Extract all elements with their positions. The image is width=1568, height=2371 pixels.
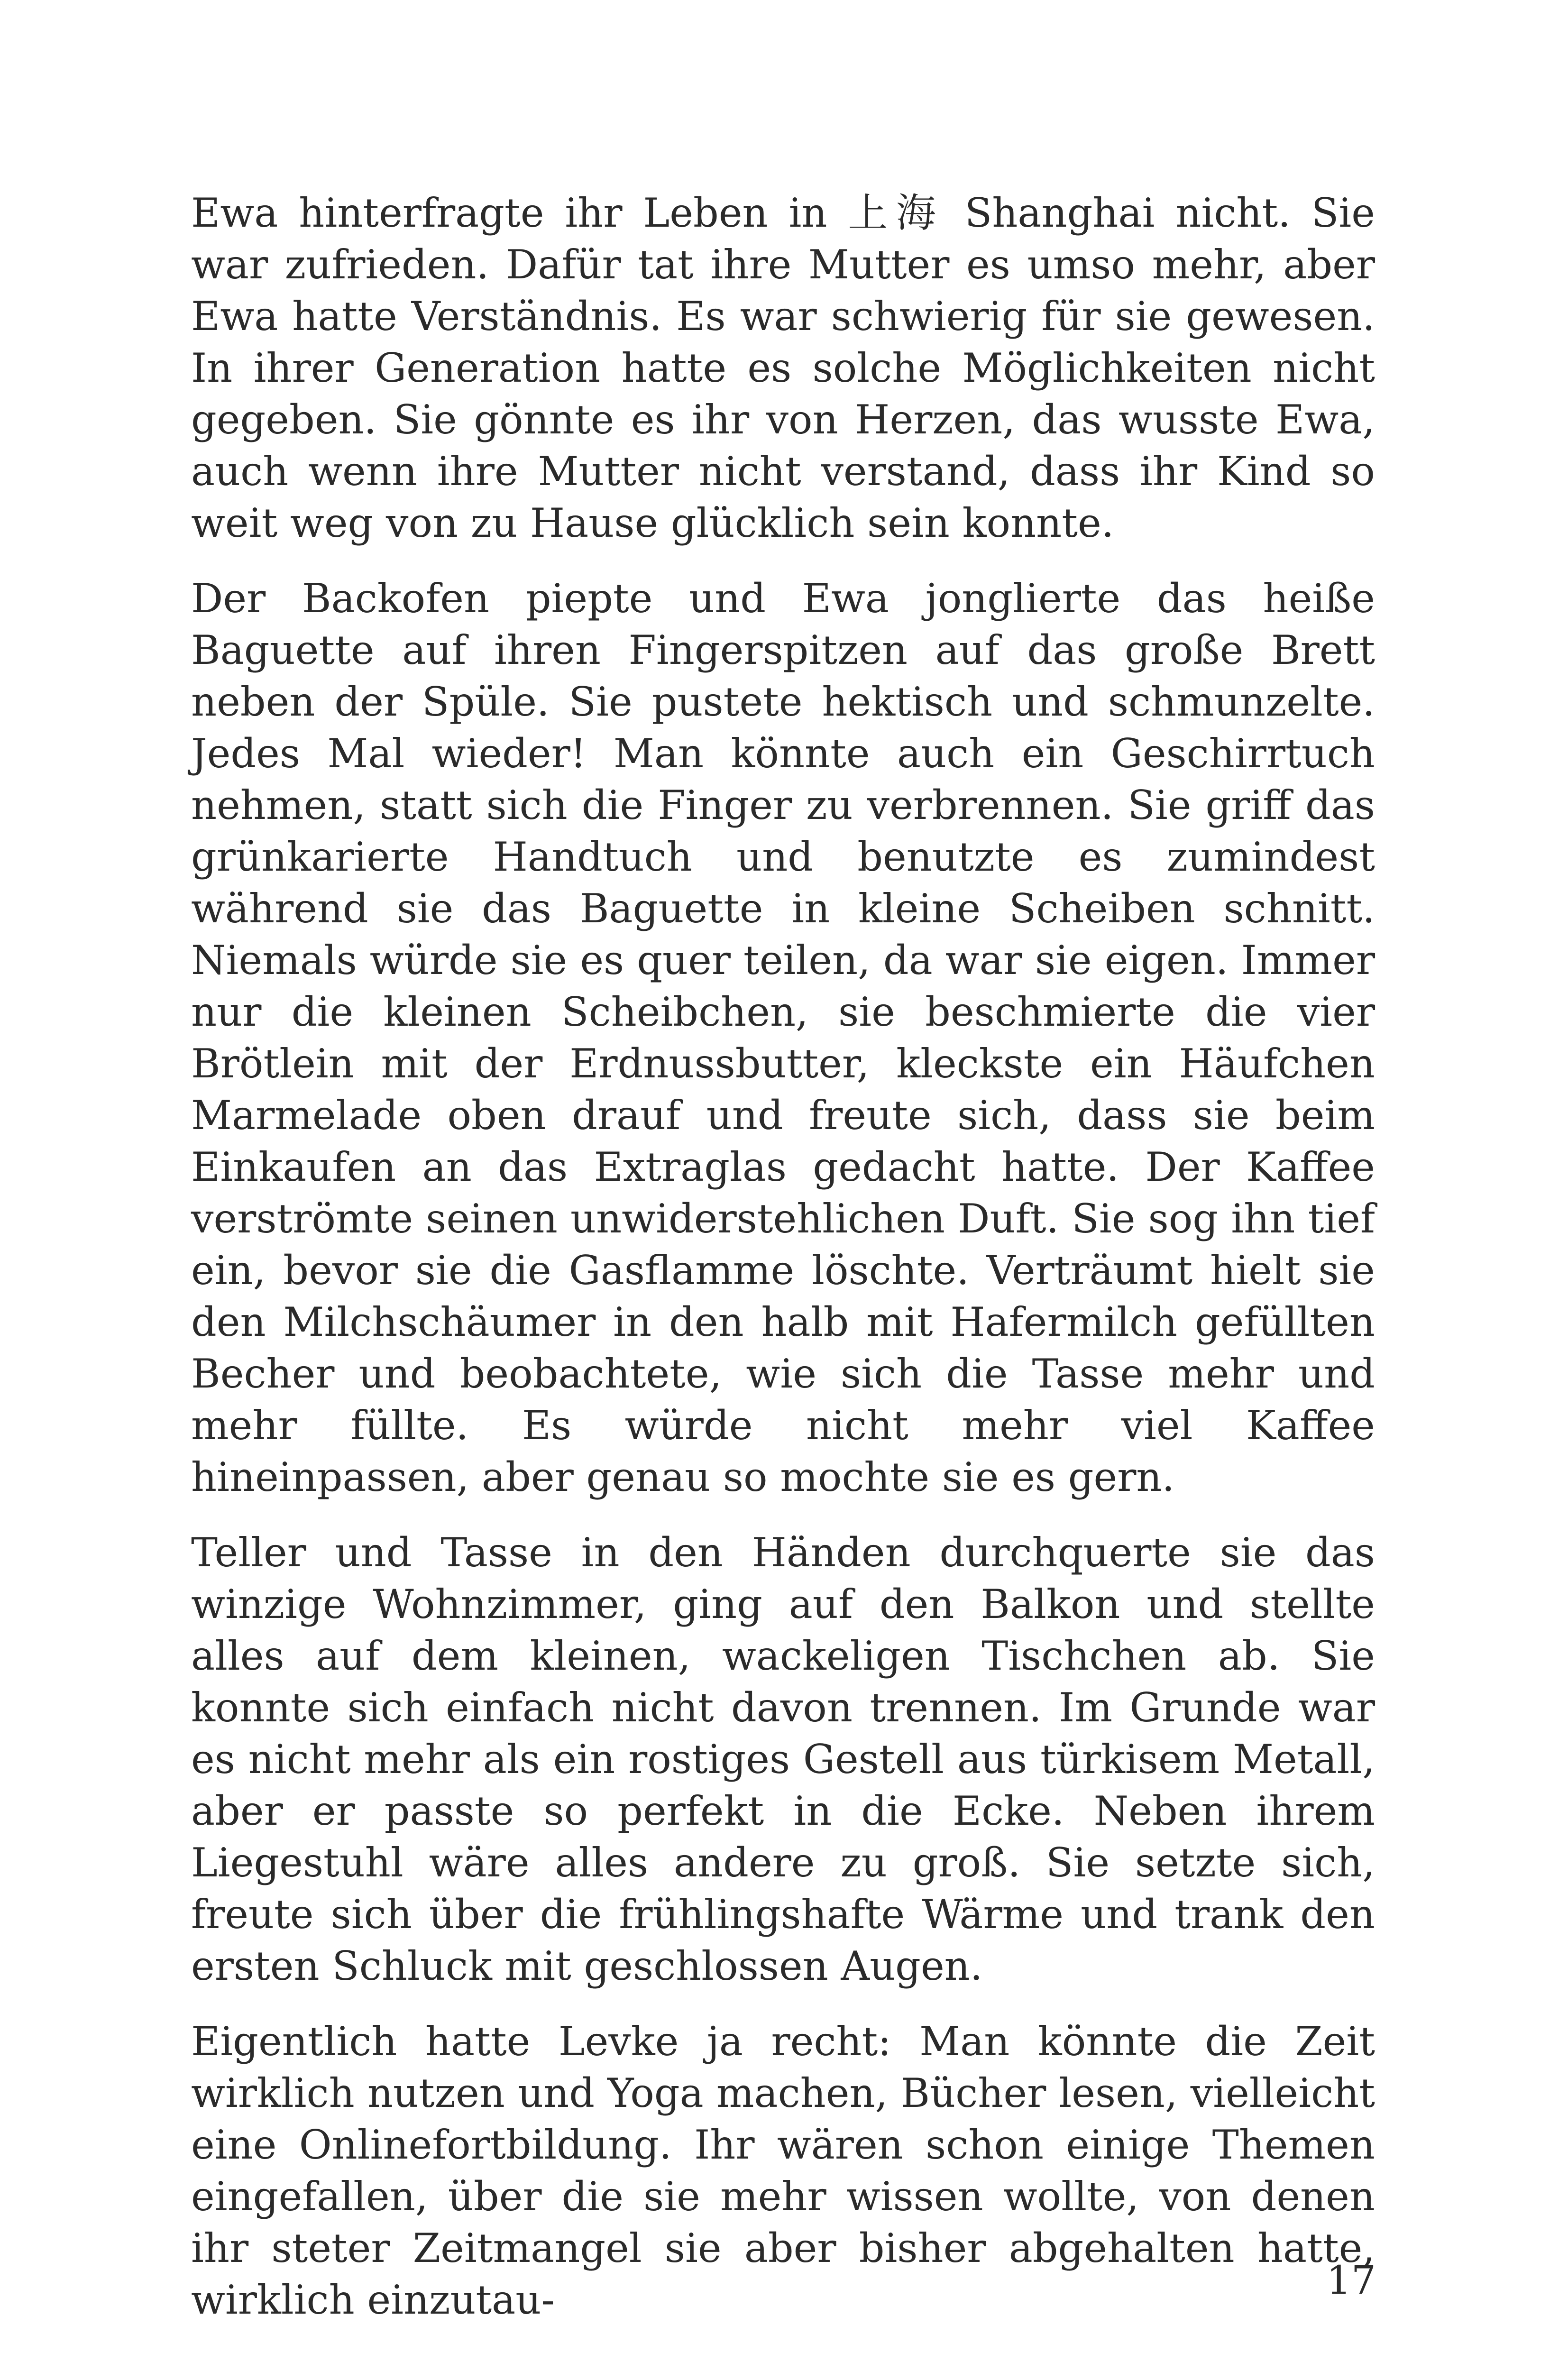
page-number: 17 [1326, 2258, 1376, 2303]
paragraph-2: Der Backofen piepte und Ewa jonglierte das heiße Baguette auf ihren Fingerspitzen auf das große Brett neben der Spüle. Sie pustete hektisch und schmunzelte. Jedes Mal wieder! Man könnte auch ein Geschirrtuch nehmen, statt sich die Finger zu verbrennen. Sie griff das grünkarierte Handtuch und benutzte es zumindest während sie das Baguette in kleine Scheiben schnitt. Niemals würde sie es quer teilen, da war sie eigen. Immer nur die kleinen Scheibchen, sie beschmierte die vier Brötlein mit der Erdnussbutter, kleckste ein Häufchen Marmelade oben drauf und freute sich, dass sie beim Einkaufen an das Extraglas gedacht hatte. Der Kaffee verströmte seinen unwiderstehlichen Duft. Sie sog ihn tief ein, bevor sie die Gasflamme löschte. Verträumt hielt sie den Milchschäumer in den halb mit Hafermilch gefüllten Becher und beobachtete, wie sich die Tasse mehr und mehr füllte. Es würde nicht mehr viel Kaffee hineinpassen, aber genau so mochte sie es gern. [191, 575, 1375, 1500]
paragraph-4: Eigentlich hatte Levke ja recht: Man könnte die Zeit wirklich nutzen und Yoga machen, Bücher lesen, vielleicht eine Onlinefortbildung. Ihr wären schon einige Themen eingefallen, über die sie mehr wissen wollte, von denen ihr steter Zeitmangel sie aber bisher abgehalten hatte, wirklich einzutau- [191, 2018, 1375, 2323]
body-text [191, 187, 1375, 2326]
paragraph-3: Teller und Tasse in den Händen durchquerte sie das winzige Wohnzimmer, ging auf den Balkon und stellte alles auf dem kleinen, wackeligen Tischchen ab. Sie konnte sich einfach nicht davon trennen. Im Grunde war es nicht mehr als ein rostiges Gestell aus türkisem Metall, aber er passte so perfekt in die Ecke. Neben ihrem Liegestuhl wäre alles andere zu groß. Sie setzte sich, freute sich über die frühlingshafte Wärme und trank den ersten Schluck mit geschlossen Augen. [191, 1529, 1375, 1989]
paragraph-1: Ewa hinterfragte ihr Leben in 上海 Shanghai nicht. Sie war zufrieden. Dafür tat ihre Mutter es umso mehr, aber Ewa hatte Verständnis. Es war schwierig für sie gewesen. In ihrer Generation hatte es solche Möglichkeiten nicht gegeben. Sie gönnte es ihr von Herzen, das wusste Ewa, auch wenn ihre Mutter nicht verstand, dass ihr Kind so weit weg von zu Hause glücklich sein konnte. [191, 190, 1375, 546]
